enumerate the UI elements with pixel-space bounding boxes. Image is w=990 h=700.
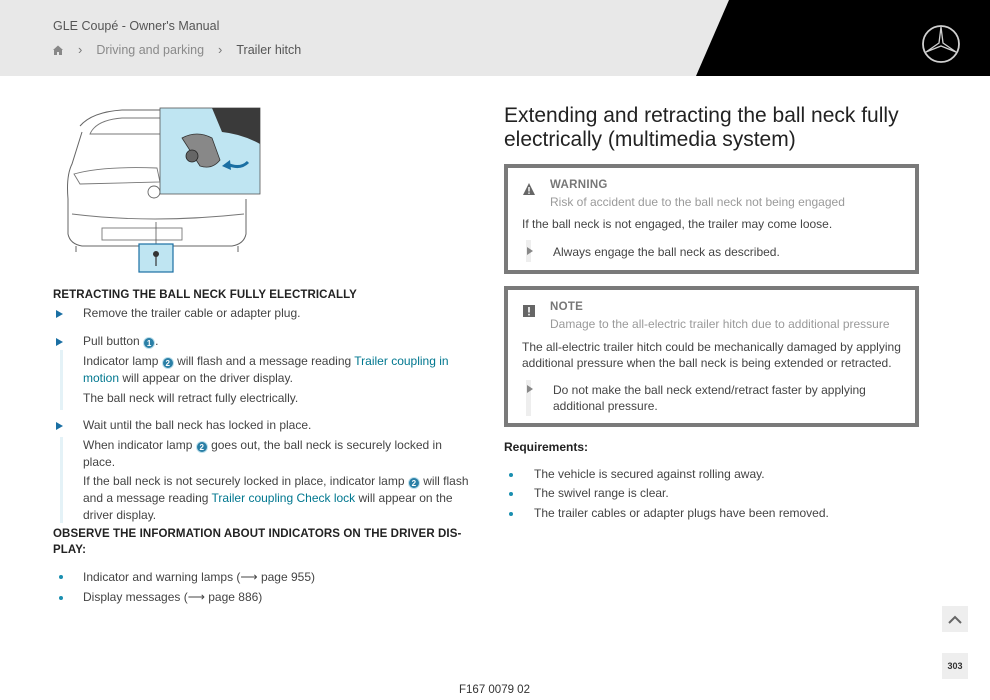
requirement-item: The trailer cables or adapter plugs have been removed.: [534, 506, 829, 520]
bullet-icon: [509, 512, 513, 516]
bullet-icon: [509, 473, 513, 477]
step-3-detail: [83, 437, 463, 471]
section-title-observe: OBSERVE THE INFORMATION ABOUT INDICATORS ON THE DRIVER DIS-PLAY:: [53, 528, 462, 556]
step-arrow-icon: [527, 385, 533, 393]
breadcrumb-link-driving[interactable]: Driving and parking: [96, 42, 205, 57]
step-2-result: The ball neck will retract fully electrically.: [83, 391, 299, 405]
requirement-item: The vehicle is secured against rolling away.: [534, 467, 765, 481]
warning-text: If the ball neck is not engaged, the trailer may come loose.: [522, 217, 833, 231]
exclamation-square-icon: [522, 304, 536, 318]
step-3-warning: [83, 473, 475, 524]
note-title: NOTE: [550, 301, 584, 313]
step-bar: [60, 350, 63, 410]
step-text: Pull button: [83, 334, 140, 348]
figure-caption: F167 0079 02: [459, 684, 530, 696]
step-arrow-icon: [527, 247, 533, 255]
page-title: Extending and retracting the ball neck fully electrically (multimedia system): [504, 104, 899, 151]
number-badge-icon: 1: [143, 337, 155, 349]
step-bar: [60, 437, 63, 523]
step-arrow-icon: [56, 338, 63, 346]
warning-box: [504, 164, 919, 274]
chevron-up-icon: [948, 615, 962, 624]
note-subtitle: Damage to the all-electric trailer hitch due to additional pressure: [550, 317, 890, 331]
bullet-icon: [59, 596, 63, 600]
step-arrow-icon: [56, 422, 63, 430]
step-text: will flash and a message reading: [177, 354, 352, 368]
note-text: The all-electric trailer hitch could be mechanically damaged by applying additional pressure when the ball neck is being extended or retracted.: [522, 340, 901, 370]
bullet-icon: [509, 492, 513, 496]
step-text: will appear on the driver display.: [83, 491, 453, 522]
step-2-detail: [83, 353, 463, 387]
step-2-text: [83, 333, 158, 350]
breadcrumb-current: Trailer hitch: [236, 42, 302, 57]
document-title: GLE Coupé - Owner's Manual: [53, 19, 220, 33]
warning-step: Always engage the ball neck as described.: [553, 245, 780, 259]
chevron-right-icon: ›: [78, 42, 83, 57]
requirement-item: The swivel range is clear.: [534, 486, 669, 500]
message-link-in-motion[interactable]: Trailer coupling in motion: [83, 354, 449, 385]
link-indicator-lamps[interactable]: Indicator and warning lamps (⟶ page 955): [83, 570, 315, 584]
number-badge-icon: 2: [196, 441, 208, 453]
bullet-icon: [59, 575, 63, 579]
trailer-hitch-illustration: [62, 104, 262, 274]
step-text: When indicator lamp: [83, 438, 193, 452]
scroll-to-top-button[interactable]: [942, 606, 968, 632]
step-text: will flash and a message reading: [83, 474, 469, 505]
requirements-title: Requirements:: [504, 440, 589, 454]
step-text: If the ball neck is not securely locked in place, indicator lamp: [83, 474, 405, 488]
breadcrumb: [52, 42, 301, 57]
section-title-retracting: RETRACTING THE BALL NECK FULLY ELECTRICALLY: [53, 289, 357, 301]
note-step: Do not make the ball neck extend/retract faster by applying additional pressure.: [553, 383, 866, 413]
mercedes-star-logo[interactable]: [921, 24, 961, 64]
step-arrow-icon: [56, 310, 63, 318]
step-text: .: [155, 334, 159, 348]
step-text: Indicator lamp: [83, 354, 159, 368]
chevron-right-icon: ›: [218, 42, 223, 57]
step-3-text: Wait until the ball neck has locked in place.: [83, 418, 312, 432]
warning-triangle-icon: [522, 182, 536, 196]
step-text: goes out, the ball neck is securely locked in place.: [83, 438, 442, 469]
number-badge-icon: 2: [408, 477, 420, 489]
home-icon[interactable]: [52, 44, 64, 56]
number-badge-icon: 2: [162, 357, 174, 369]
warning-subtitle: Risk of accident due to the ball neck not being engaged: [550, 195, 845, 209]
message-link-check-lock[interactable]: Trailer coupling Check lock: [211, 491, 356, 505]
step-1-text: Remove the trailer cable or adapter plug.: [83, 306, 301, 320]
note-box: [504, 286, 919, 427]
page-number-button[interactable]: 303: [942, 653, 968, 679]
link-display-messages[interactable]: Display messages (⟶ page 886): [83, 590, 263, 604]
step-text: will appear on the driver display.: [122, 371, 293, 385]
warning-title: WARNING: [550, 179, 608, 191]
